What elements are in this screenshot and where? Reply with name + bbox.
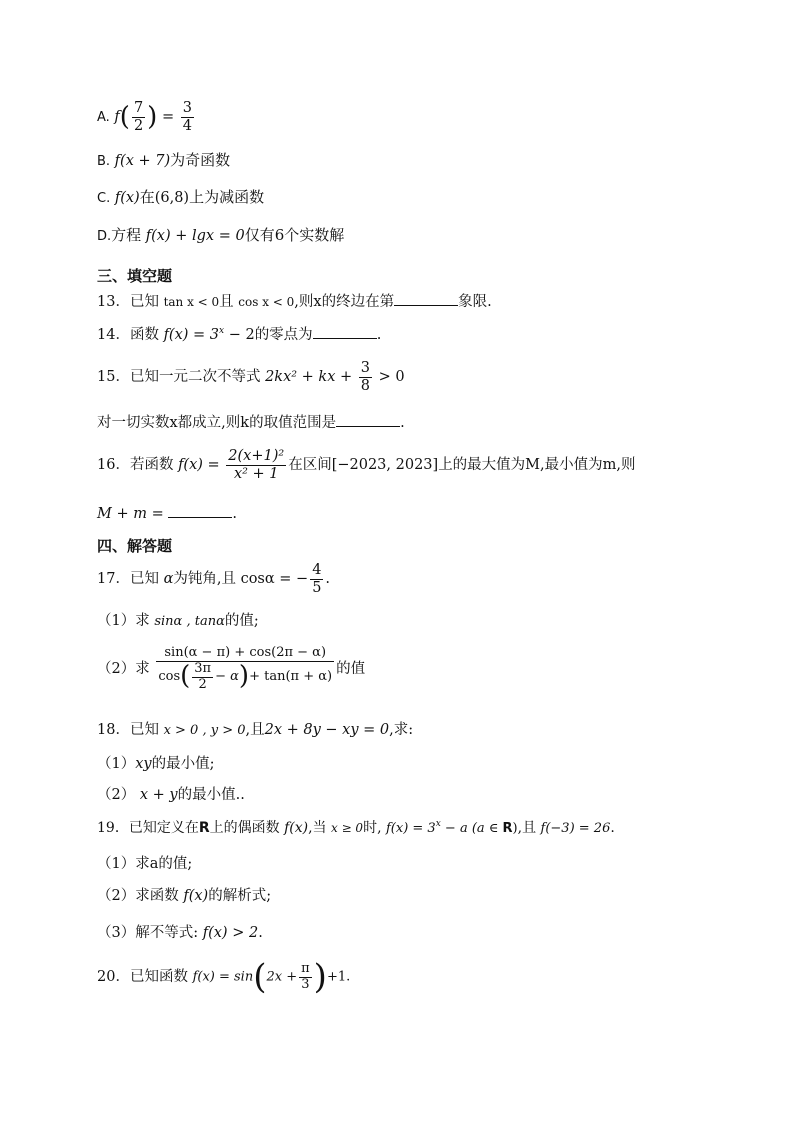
q17-t1: 已知 — [129, 571, 159, 588]
q17-p2den-a: cos — [158, 668, 181, 684]
q17-fnum: 4 — [312, 562, 322, 578]
q17-fraction — [310, 562, 323, 596]
option-c — [97, 190, 264, 206]
q19-sup: x — [435, 819, 441, 829]
q19-p2e: f(x) — [183, 888, 209, 904]
q16-fnum: 2(x+1)² — [228, 448, 285, 464]
option-d-label: D. — [97, 229, 112, 244]
q19-part3 — [97, 926, 263, 941]
question-13 — [97, 295, 492, 310]
q16-t4: . — [232, 506, 237, 522]
q19-R2: R — [502, 821, 513, 836]
section-3-heading: 三、填空题 — [97, 267, 173, 285]
option-a-rnum: 3 — [182, 100, 192, 116]
q19-p2t: 的解析式; — [208, 888, 272, 904]
q15-e2: > 0 — [378, 369, 405, 386]
q19-e4: − a (a ∈ — [440, 821, 503, 836]
option-b-label: B. — [97, 154, 111, 169]
q17-part2 — [97, 646, 365, 693]
q19-p3: （3）解不等式: — [97, 925, 199, 941]
option-b — [97, 153, 230, 169]
question-15 — [97, 360, 405, 394]
q15-line2: 对一切实数x都成立,则k的取值范围是 — [97, 415, 337, 431]
q18-p2e: x + y — [139, 787, 178, 803]
q19-e1: f(x) — [284, 820, 309, 836]
option-c-interval: (6,8) — [154, 190, 190, 206]
q19-e5: ) — [512, 821, 518, 836]
q14-sup: x — [219, 326, 225, 336]
q20-e1: f(x) = sin — [192, 969, 254, 985]
q17-e2: cosα = − — [240, 571, 309, 588]
q18-p1e: xy — [135, 756, 152, 772]
q17-p2den-fden: 2 — [198, 676, 207, 692]
q20-e2: 2x + — [266, 969, 298, 985]
q15-fnum: 3 — [360, 360, 370, 376]
q18-p2: （2） — [97, 787, 136, 803]
q16-line2: M + m = — [97, 506, 164, 522]
q18-t2: ,且 — [245, 722, 265, 738]
q16-t3: 上的最大值为M,最小值为m,则 — [438, 457, 636, 474]
q17-p1t: 的值; — [224, 613, 259, 629]
q17-t2: 为钝角,且 — [173, 571, 236, 588]
q19-t6: . — [610, 820, 615, 836]
q17-p2-fraction — [156, 646, 334, 693]
option-a-rden: 4 — [182, 117, 192, 134]
q19-R: R — [198, 820, 210, 836]
q16-fden: x² + 1 — [233, 465, 279, 482]
option-b-text: 为奇函数 — [170, 151, 231, 169]
q20-rparen: ) — [313, 957, 327, 997]
option-a-den: 2 — [133, 117, 144, 134]
q13-t2: 且 — [219, 294, 234, 310]
q20-fden: 3 — [301, 976, 310, 992]
q20-t1: 已知函数 — [129, 968, 188, 985]
q17-part1 — [97, 614, 259, 629]
q14-t2: 的零点为 — [254, 327, 313, 343]
q19-p3e: f(x) > 2 — [202, 925, 259, 941]
q17-p2den-lparen: ( — [180, 661, 191, 692]
q17-p1: （1）求 — [97, 613, 150, 629]
q17-p2den-fraction — [192, 662, 213, 693]
option-a-fraction — [132, 100, 145, 134]
q14-e1: f(x) = 3 — [163, 327, 220, 343]
q17-p2den-c: + tan(π + α) — [249, 668, 333, 684]
option-a — [97, 100, 196, 134]
q17-t3: . — [325, 571, 331, 588]
q17-p1e: sinα , tanα — [154, 614, 225, 629]
q18-p2t: 的最小值.. — [177, 787, 245, 803]
option-a-lparen: ( — [119, 102, 130, 133]
q17-p2: （2）求 — [97, 661, 150, 678]
q19-t1: 已知定义在 — [128, 820, 199, 836]
q17-number: 17． — [97, 571, 130, 588]
q17-p2t: 的值 — [336, 661, 366, 678]
section-4-heading: 四、解答题 — [97, 537, 173, 555]
question-20 — [97, 957, 351, 997]
q18-t1: 已知 — [129, 722, 159, 738]
q19-p1: （1）求a的值; — [97, 856, 193, 872]
q14-t3: . — [376, 327, 382, 343]
q16-e1: f(x) = — [178, 457, 220, 474]
q17-e1: α — [163, 571, 174, 588]
q13-t1: 已知 — [129, 294, 159, 310]
option-a-rparen: ) — [147, 102, 158, 133]
q19-e6: f(−3) = 26 — [540, 821, 611, 836]
q15-fden: 8 — [360, 377, 370, 394]
q20-fraction — [299, 962, 312, 993]
q19-part1 — [97, 857, 192, 872]
q14-answer-blank[interactable] — [313, 338, 377, 339]
q19-t5: ,且 — [517, 820, 537, 836]
q15-t1: 已知一元二次不等式 — [129, 369, 261, 386]
option-a-eq: = — [161, 109, 175, 126]
q18-part1 — [97, 757, 215, 772]
q19-part2 — [97, 889, 271, 904]
question-18 — [97, 723, 413, 738]
q19-t3: ,当 — [308, 820, 327, 836]
q16-fraction — [226, 448, 286, 482]
option-c-expr: f(x) — [114, 190, 140, 206]
q13-number: 13． — [97, 294, 130, 310]
q19-t4: 时, — [363, 820, 382, 836]
q18-e1: x > 0 , y > 0 — [163, 723, 246, 738]
q15-answer-blank[interactable] — [336, 426, 400, 427]
q19-number: 19． — [97, 820, 129, 836]
question-14 — [97, 327, 381, 343]
q18-p1t: 的最小值; — [151, 756, 215, 772]
q17-p2den-b: − α — [215, 668, 239, 684]
q16-t1: 若函数 — [129, 457, 174, 474]
q16-t2: 在区间 — [288, 457, 332, 474]
option-a-result — [181, 100, 194, 134]
q13-t4: 象限. — [458, 294, 492, 310]
q13-answer-blank[interactable] — [394, 305, 458, 306]
option-d — [97, 228, 344, 244]
q19-e3: f(x) = 3 — [385, 821, 436, 836]
option-a-f: f — [114, 109, 120, 126]
q14-e2: − 2 — [224, 327, 255, 343]
q15-fraction — [359, 360, 372, 394]
option-c-t2: 上为减函数 — [189, 188, 265, 206]
q18-number: 18． — [97, 722, 130, 738]
option-a-num: 7 — [133, 100, 144, 116]
option-a-label: A. — [97, 110, 110, 126]
q17-p2den-fnum: 3π — [194, 660, 212, 676]
q16-number: 16． — [97, 457, 130, 474]
q17-p2den-rparen: ) — [238, 661, 250, 692]
q18-part2 — [97, 788, 245, 803]
q18-e2: 2x + 8y − xy = 0 — [264, 722, 390, 738]
q15-t3: . — [400, 415, 405, 431]
q19-t2: 上的偶函数 — [209, 820, 280, 836]
question-15-line2 — [97, 416, 405, 431]
q19-p2: （2）求函数 — [97, 888, 179, 904]
q14-t1: 函数 — [129, 327, 159, 343]
q15-number: 15． — [97, 369, 130, 386]
q16-answer-blank[interactable] — [168, 517, 232, 518]
q20-fnum: π — [301, 960, 310, 976]
q17-p2num: sin(α − π) + cos(2π − α) — [164, 645, 327, 660]
q16-interval: [−2023, 2023] — [331, 457, 439, 474]
q14-number: 14． — [97, 327, 130, 343]
option-d-expr: f(x) + lgx = 0 — [145, 228, 245, 244]
q18-p1: （1） — [97, 756, 136, 772]
question-16 — [97, 448, 636, 482]
question-16-line2 — [97, 507, 237, 522]
option-d-t2: 仅有6个实数解 — [244, 226, 345, 244]
q17-fden: 5 — [312, 579, 322, 596]
q15-e1: 2kx² + kx + — [265, 369, 353, 386]
option-c-t1: 在 — [139, 188, 155, 206]
q13-e1: tan x < 0 — [163, 295, 220, 309]
q19-e2: x ≥ 0 — [330, 821, 364, 835]
option-d-t1: 方程 — [111, 226, 142, 244]
q19-p3t: . — [258, 925, 263, 941]
q13-e2: cos x < 0 — [238, 295, 295, 309]
q13-t3: ,则x的终边在第 — [294, 294, 395, 310]
question-17 — [97, 562, 330, 596]
question-19 — [97, 820, 615, 835]
option-c-label: C. — [97, 191, 111, 206]
q20-number: 20． — [97, 968, 130, 985]
q20-lparen: ( — [253, 957, 267, 997]
option-b-expr: f(x + 7) — [114, 153, 171, 169]
q17-p2den — [156, 662, 334, 693]
q18-t3: ,求: — [389, 722, 414, 738]
q20-e3: +1. — [326, 969, 351, 985]
